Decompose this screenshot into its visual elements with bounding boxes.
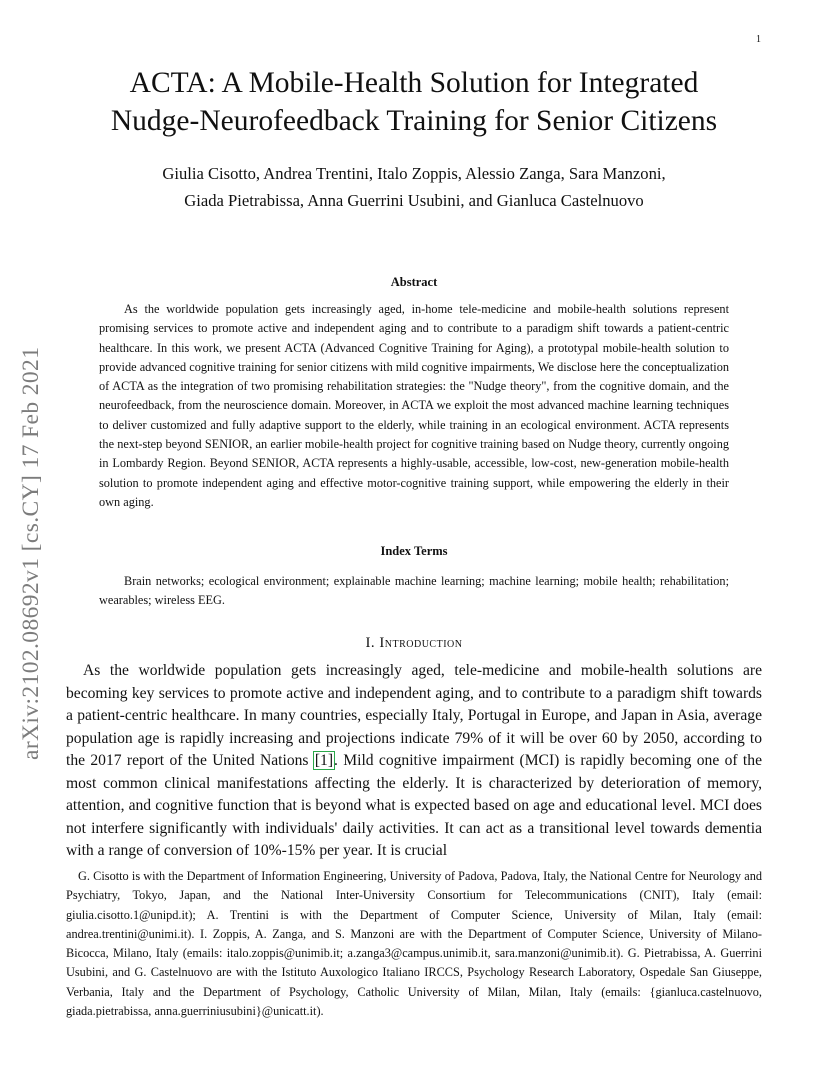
author-line: Giulia Cisotto, Andrea Trentini, Italo Zoppis, Alessio Zanga, Sara Manzoni, <box>162 164 666 183</box>
paper-title <box>40 64 788 140</box>
author-affiliation-footnote: G. Cisotto is with the Department of Information Engineering, University of Padova, Padova, Italy, the National Centre for Neurology and Psychiatry, Tokyo, Japan, and the National Inter-University Consortium for Telecommunications (CNIT), Italy (email: giulia.cisotto.1@unipd.it); A. Trentini is with the Department of Computer Science, University of Milan, Italy (email: andrea.trentini@unimi.it). I. Zoppis, A. Zanga, and S. Manzoni are with the Department of Computer Science, University of Milano-Bicocca, Milano, Italy (emails: italo.zoppis@unimib.it; a.zanga3@campus.unimib.it, sara.manzoni@unimib.it). G. Pietrabissa, A. Guerrini Usubini, and G. Castelnuovo are with the Istituto Auxologico Italiano IRCCS, Psychology Research Laboratory, Ospedale San Giuseppe, Verbania, Italy and the Department of Psychology, Catholic University of Milan, Milan, Italy (emails: {gianluca.castelnuovo, giada.pietrabissa, anna.guerriniusubini}@unicatt.it). <box>66 869 762 1019</box>
arxiv-identifier-stamp: arXiv:2102.08692v1 [cs.CY] 17 Feb 2021 <box>18 346 44 760</box>
author-list <box>40 160 788 214</box>
intro-text-part: As the worldwide population gets increasingly aged, tele-medicine and mobile-health solutions are becoming key services to promote active and independent aging, and to contribute to a paradigm shift towards a patient-centric healthcare. In many countries, especially Italy, Portugal in Europe, and Japan in Asia, average population age is rapidly increasing and projections indicate 79% of it will be over 60 by 2050, according to the 2017 report of the United Nations <box>66 662 762 769</box>
abstract-heading: Abstract <box>390 275 438 289</box>
author-line: Giada Pietrabissa, Anna Guerrini Usubini, and Gianluca Castelnuovo <box>184 191 644 210</box>
index-terms-text: Brain networks; ecological environment; explainable machine learning; machine learning; mobile health; rehabilitation; wearables; wireless EEG. <box>99 574 729 608</box>
section-title: Introduction <box>379 635 463 651</box>
title-line: Nudge-Neurofeedback Training for Senior Citizens <box>110 105 718 137</box>
intro-text-part: . Mild cognitive impairment (MCI) is rapidly becoming one of the most common clinical manifestations affecting the elderly. It is characterized by deterioration of memory, attention, and cognitive function that is beyond what is expected based on age and educational level. MCI does not interfere significantly with individuals' daily activities. It can act as a transitional level towards dementia with a range of conversion of 10%-15% per year. It is crucial <box>66 752 762 859</box>
abstract-text: As the worldwide population gets increasingly aged, in-home tele-medicine and mobile-health solutions represent promising services to promote active and independent aging and to contribute to a paradigm shift towards a patient-centric healthcare. In this work, we present ACTA (Advanced Cognitive Training for Aging), a prototypal mobile-health solution to provide advanced cognitive training for senior citizens with mild cognitive impairments, We disclose here the conceptualization of ACTA as the integration of two promising rehabilitation strategies: the "Nudge theory", from the cognitive domain, and the neurofeedback, from the neuroscience domain. Moreover, in ACTA we exploit the most advanced machine learning techniques to deliver customized and fully adaptive support to the elderly, while training in an ecological environment. ACTA represents the next-step beyond SENIOR, an earlier mobile-health project for cognitive training based on Nudge theory, currently ongoing in Lombardy Region. Beyond SENIOR, ACTA represents a highly-usable, accessible, low-cost, new-generation mobile-health solution to promote independent aging and effective motor-cognitive training support, while empowering the elderly in their own aging. <box>99 302 729 509</box>
index-terms-heading: Index Terms <box>380 544 448 558</box>
section-numeral: I. <box>365 635 380 651</box>
page-number: 1 <box>756 34 761 45</box>
introduction-paragraph <box>66 660 762 863</box>
citation-link[interactable]: [1] <box>314 752 334 769</box>
introduction-heading <box>0 635 828 652</box>
title-line: ACTA: A Mobile-Health Solution for Integrated <box>129 67 699 99</box>
